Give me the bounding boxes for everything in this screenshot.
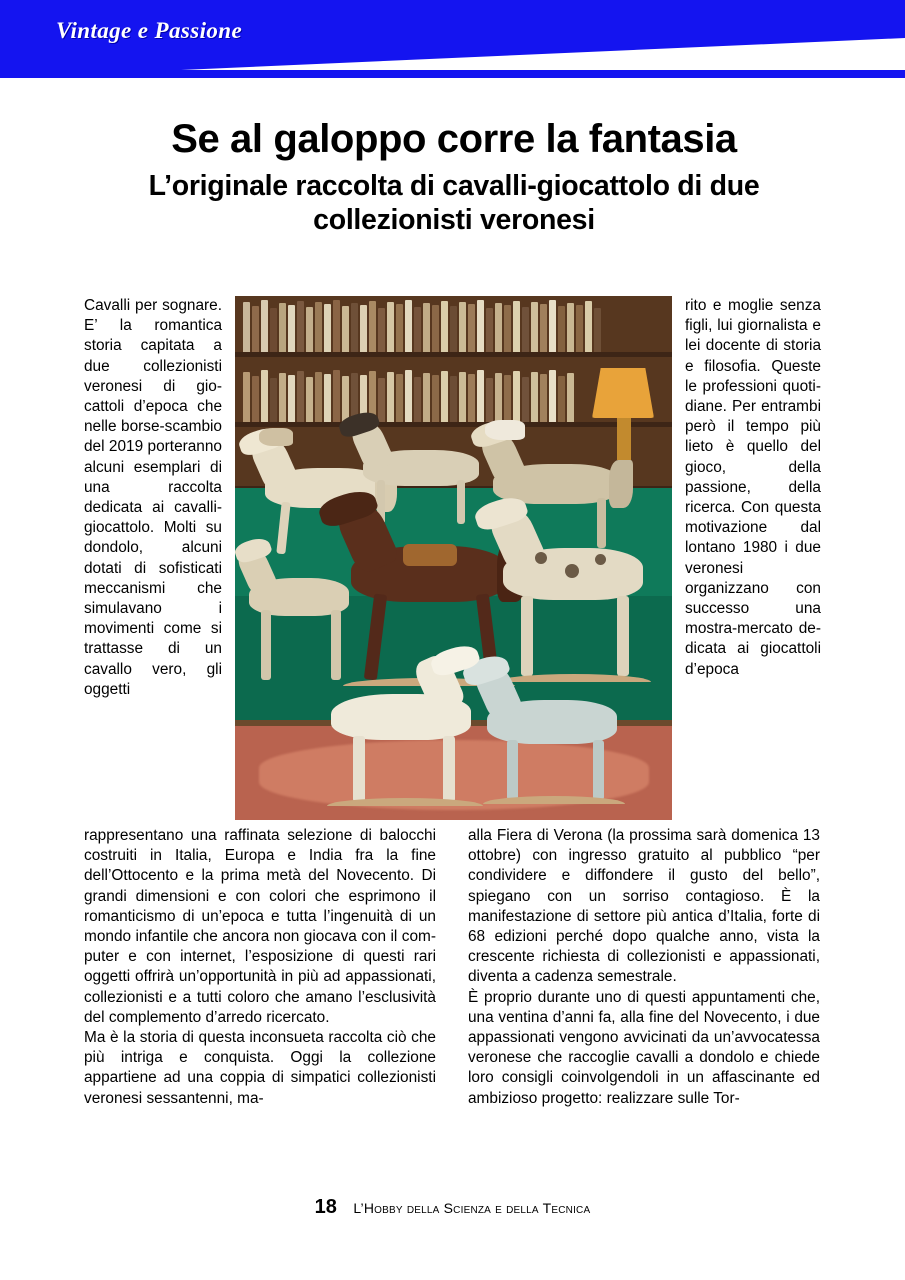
article-column-right-top [685,296,821,680]
paragraph: Cavalli per sognare. E’ la romantica storia capitata a due collezionisti veronesi di giocattoli d’epoca che nelle borse-scambio del 2019 porteranno alcuni esemplari di una raccolta dedicata ai cavalli-giocattolo. Molti su dondolo, alcuni dotati di sofisticati meccanismi che simulavano i movimenti come si trattasse di un cavallo vero, gli oggetti [84,297,222,698]
table-lamp-icon [592,368,654,418]
photo-scene [235,296,672,820]
page-number: 18 [314,1196,337,1218]
article-photo [235,296,672,820]
section-label: Vintage e Passione [56,18,243,43]
page-subtitle: L’originale raccolta di cavalli-giocattolo di due collezionisti veronesi [148,170,760,237]
paragraph: rito e moglie senza figli, lui giornalista e lei docente di storia e filosofia. Queste le professioni quotidiane. Per entrambi però il tempo più lieto è quello del gioco, della passione, della ricerca. Con questa motivazione dal lontano 1980 i due veronesi organizzano con successo una mostra-mercato dedicata ai giocattoli d’epoca [685,297,821,678]
books-row [243,300,601,352]
paragraph: Ma è la storia di questa inconsueta raccolta ciò che più intriga e conquista. Oggi la collezione appartiene ad una coppia di simpatici collezionisti veronesi sessantenni, ma- [84,1029,436,1107]
shelf-board [235,422,672,427]
shelf-board [235,352,672,357]
article-column-right-bottom [468,826,820,1109]
article-lower-columns [84,826,821,1109]
page-footer [0,1196,905,1219]
page-title: Se al galoppo corre la fantasia [171,117,737,161]
books-row [243,370,574,422]
lamp-base [617,418,631,460]
paragraph: alla Fiera di Verona (la prossima sarà domenica 13 ottobre) con ingresso gratuito al pubblico “per condividere e diffondere il gusto del bello”, spiegano con un sorriso contagioso. È la manifestazione di settore più antica d’Italia, forte di 68 edizioni perché dopo qualche anno, vista la crescente richiesta di collezionisti e appassionati, diventa a cadenza semestrale. [468,827,820,986]
article-column-left-top [84,296,222,700]
headline-block [84,118,824,238]
masthead-rule [0,70,905,78]
paragraph: È proprio durante uno di questi appuntamenti che, una ventina d’anni fa, alla fine del Novecento, i due appassionati vengono avvicinati da un’avvocatessa veronese che raccoglie cavalli a dondolo e chiede loro consigli coinvolgendoli in un affascinante ed ambizioso progetto: realizzare sulle Tor- [468,988,820,1107]
masthead-banner [0,0,905,78]
publication-name: L’Hobby della Scienza e della Tecnica [353,1199,591,1216]
paragraph: rappresentano una raffinata selezione di balocchi costruiti in Italia, Europa e India fra la fine dell’Ottocento e la prima metà del Novecento. Di grandi dimensioni e con colori che esprimono il romanticismo di un’epoca e tutta l’ingenuità di un mondo infantile che ancora non giocava con il computer e con internet, l’esposizione di questi rari oggetti offrirà un’opportunità in più ad appassionati, collezionisti e a tutti coloro che amano l’esclusività del complemento d’arredo ricercato. [84,827,436,1026]
saddle [403,544,457,566]
article-column-left-bottom [84,826,436,1109]
